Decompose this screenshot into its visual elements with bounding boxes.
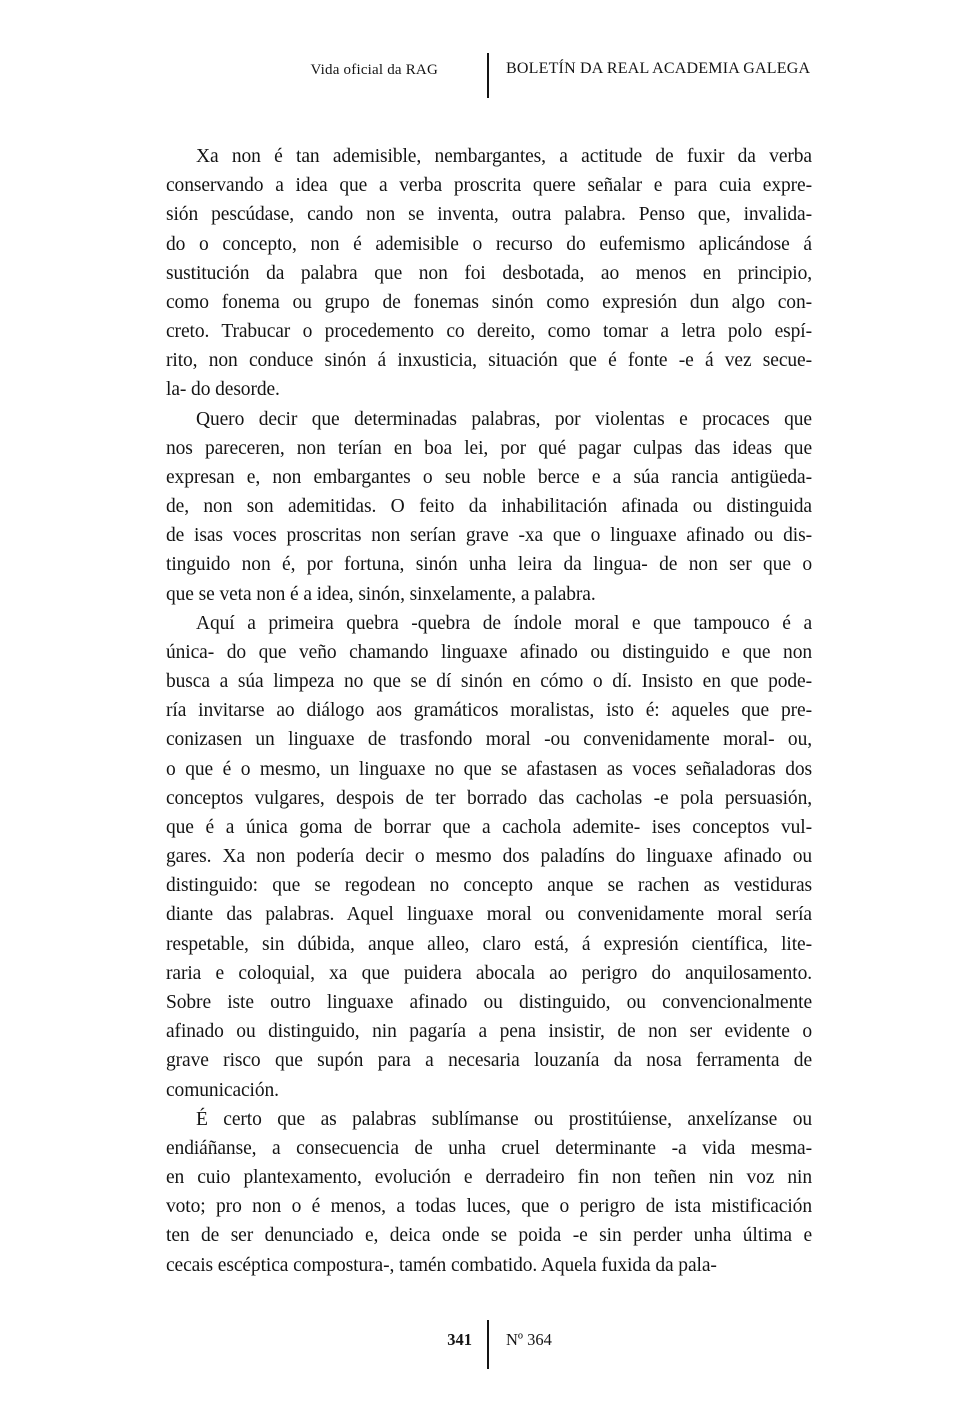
footer-divider-rule xyxy=(487,1320,489,1369)
text-line: Xa non é tan ademisible, nembargantes, a actitude de fuxir da verba xyxy=(196,146,812,167)
text-line: comunicación. xyxy=(166,1079,279,1101)
text-line: ría invitarse ao diálogo aos gramáticos moralistas, isto é: aqueles que pre- xyxy=(166,700,812,722)
text-line: É certo que as palabras sublímanse ou prostitúiense, anxelízanse ou xyxy=(196,1108,812,1130)
text-line: raria e coloquial, xa que puidera abocala ao perigro do anquilosamento. xyxy=(166,962,812,984)
text-line: ten de ser denunciado e, deica onde se poida -e sin perder unha última e xyxy=(166,1225,812,1247)
text-line: endiáñanse, a consecuencia de unha cruel determinante -a vida mesma- xyxy=(166,1137,812,1159)
body-text xyxy=(166,142,812,1280)
text-line: gares. Xa non podería decir o mesmo dos paladíns do linguaxe afinado ou xyxy=(166,846,812,868)
text-line: do o concepto, non é ademisible o recurso do eufemismo aplicándose á xyxy=(166,233,812,255)
text-line: única- do que veño chamando linguaxe afinado ou distinguido e que non xyxy=(166,641,812,663)
paragraph xyxy=(166,405,812,609)
text-line: que é a única goma de borrar que a cachola ademite- ises conceptos vul- xyxy=(166,816,812,838)
paragraph xyxy=(166,142,812,405)
text-line: voto; pro non o é menos, a todas luces, que o perigro de ista mistificación xyxy=(166,1196,812,1218)
text-line: sustitución da palabra que non foi desbotada, ao menos en principio, xyxy=(166,262,812,284)
text-line: creto. Trabucar o procedemento co dereito, como tomar a letra polo espí- xyxy=(166,321,812,343)
text-line: que se veta non é a idea, sinón, sinxelamente, a palabra. xyxy=(166,583,596,605)
text-line: de isas voces proscritas non serían grave -xa que o linguaxe afinado ou dis- xyxy=(166,525,812,547)
text-line: la- do desorde. xyxy=(166,379,280,401)
text-line: conizasen un linguaxe de trasfondo moral -ou convenidamente moral- ou, xyxy=(166,729,812,751)
header-journal-title: BOLETÍN DA REAL ACADEMIA GALEGA xyxy=(506,60,811,77)
text-line: rito, non conduce sinón á inxusticia, situación que é fonte -e á vez secue- xyxy=(166,350,812,372)
text-line: grave risco que supón para a necesaria louzanía da nosa ferramenta de xyxy=(166,1050,812,1072)
text-line: busca a súa limpeza no que se dí sinón en cómo o dí. Insisto en que pode- xyxy=(166,671,812,693)
text-line: Sobre iste outro linguaxe afinado ou distinguido, ou convencionalmente xyxy=(166,991,812,1013)
paragraph xyxy=(166,609,812,1105)
text-line: como fonema ou grupo de fonemas sinón como expresión dun algo con- xyxy=(166,291,812,313)
text-line: conservando a idea que a verba proscrita quere señalar e para cuia expre- xyxy=(166,175,812,197)
text-line: afinado ou distinguido, nin pagaría a pena insistir, de non ser evidente o xyxy=(166,1021,812,1043)
text-line: Aquí a primeira quebra -quebra de índole moral e que tampouco é a xyxy=(196,612,812,634)
footer-issue-number: Nº 364 xyxy=(506,1330,552,1349)
text-line: tinguido non é, por fortuna, sinón unha leira da lingua- de non ser que o xyxy=(166,554,812,576)
header-section-title: Vida oficial da RAG xyxy=(310,62,438,78)
text-line: o que é o mesmo, un linguaxe no que se afastasen as voces señaladoras dos xyxy=(166,758,812,780)
text-line: de, non son ademitidas. O feito da inhabilitación afinada ou distinguida xyxy=(166,496,812,518)
text-line: sión pescúdase, cando non se inventa, outra palabra. Penso que, invalida- xyxy=(166,204,812,226)
text-line: distinguido: que se regodean no concepto anque se rachen as vestiduras xyxy=(166,875,812,897)
text-line: en cuio plantexamento, evolución e derradeiro fin non teñen nin voz nin xyxy=(166,1167,812,1189)
paragraph xyxy=(166,1105,812,1280)
text-line: cecais escéptica compostura-, tamén combatido. Aquela fuxida da pala- xyxy=(166,1254,717,1276)
text-line: respetable, sin dúbida, anque alleo, claro está, á expresión científica, lite- xyxy=(166,933,812,955)
header-divider-rule xyxy=(487,53,489,98)
text-line: diante das palabras. Aquel linguaxe moral ou convenidamente moral sería xyxy=(166,904,812,926)
text-line: expresan e, non embargantes o seu noble berce e a súa rancia antigüeda- xyxy=(166,466,812,488)
footer-page-number: 341 xyxy=(447,1330,472,1349)
text-line: Quero decir que determinadas palabras, por violentas e procaces que xyxy=(196,408,812,430)
text-line: nos pareceren, non terían en boa lei, por qué pagar culpas das ideas que xyxy=(166,437,812,459)
text-line: conceptos vulgares, despois de ter borrado das cacholas -e pola persuasión, xyxy=(166,787,812,809)
